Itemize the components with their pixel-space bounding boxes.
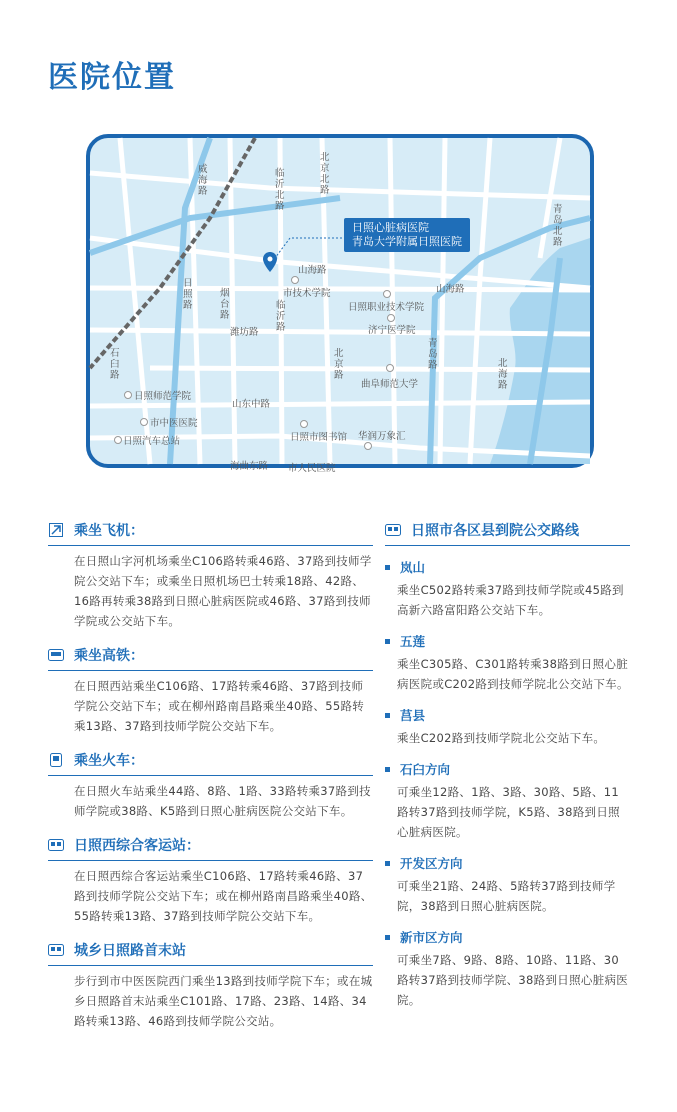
road-label: 海曲东路 — [230, 461, 269, 472]
district-name: 岚山 — [400, 560, 426, 575]
section-airplane — [48, 520, 373, 631]
poi-label: 日照师范学院 — [134, 391, 192, 402]
section-text: 在日照西综合客运站乘坐C106路、17路转乘46路、37路到技师学院公交站下车；或在柳州路南昌路乘坐40路、55路转乘13路、37路到技师学院公交站下车。 — [74, 869, 373, 923]
district-name: 莒县 — [400, 708, 426, 723]
location-pin-icon[interactable] — [263, 252, 277, 272]
section-title: 城乡日照路首末站 — [74, 943, 186, 959]
poi-label: 济宁医学院 — [368, 325, 416, 336]
district-item — [385, 854, 630, 916]
road-label: 市人民医院 — [288, 463, 336, 474]
district-name: 五莲 — [400, 634, 426, 649]
section-title: 日照西综合客运站： — [74, 838, 200, 854]
district-name: 石臼方向 — [400, 762, 451, 777]
section-train — [48, 750, 373, 821]
poi-dot — [383, 290, 391, 298]
district-item — [385, 760, 630, 842]
section-title: 乘坐高铁： — [74, 648, 144, 664]
section-west-station — [48, 835, 373, 926]
poi-dot — [300, 420, 308, 428]
section-rizhao-road — [48, 940, 373, 1031]
section-title: 乘坐飞机： — [74, 523, 144, 539]
transport-column-left — [48, 520, 373, 1045]
section-text: 在日照西站乘坐C106路、17路转乘46路、37路到技师学院公交站下车；或在柳州路南昌路乘坐40路、55路转乘13路、37路到技师学院公交站下车。 — [74, 679, 365, 733]
road-label: 石臼路 — [110, 348, 120, 381]
section-title: 乘坐火车： — [74, 753, 144, 769]
district-item — [385, 706, 630, 748]
district-item — [385, 632, 630, 694]
poi-dot — [364, 442, 372, 450]
road-label: 北京北路 — [320, 152, 330, 196]
poi-label: 日照汽车总站 — [123, 436, 181, 447]
callout-line-1: 日照心脏病医院 — [352, 221, 429, 234]
road-label: 青岛北路 — [553, 204, 563, 248]
bus-icon — [48, 943, 64, 957]
sea-area — [490, 238, 590, 464]
highspeed-train-icon — [48, 648, 64, 662]
road-label: 山海路 — [436, 284, 465, 295]
transport-column-right — [385, 520, 630, 1010]
district-routes-header — [385, 520, 630, 546]
poi-dot — [386, 364, 394, 372]
district-name: 开发区方向 — [400, 856, 463, 871]
road-label: 青岛路 — [428, 338, 438, 371]
poi-dot — [140, 418, 148, 426]
road-label: 临沂路 — [276, 300, 286, 333]
poi-label: 市中医医院 — [150, 418, 198, 429]
location-map[interactable] — [86, 134, 594, 474]
district-text: 乘坐C502路转乘37路到技师学院或45路到高新六路富阳路公交站下车。 — [397, 583, 624, 617]
district-text: 可乘坐7路、9路、8路、10路、11路、30路转37路到技师学院、38路到日照心脏病医院。 — [397, 953, 629, 1007]
district-item — [385, 928, 630, 1010]
poi-label: 市技术学院 — [283, 288, 331, 299]
bus-icon — [385, 523, 401, 537]
road-label: 临沂北路 — [275, 168, 285, 212]
poi-label: 华润万象汇 — [358, 431, 406, 442]
section-text: 在日照火车站乘坐44路、8路、1路、33路转乘37路到技师学院或38路、K5路到日照心脏病医院公交站下车。 — [74, 784, 371, 818]
poi-dot — [387, 314, 395, 322]
district-text: 可乘坐12路、1路、3路、30路、5路、11路转37路到技师学院，K5路、38路到日照心脏病医院。 — [397, 785, 620, 839]
poi-dot — [124, 391, 132, 399]
poi-label: 日照市图书馆 — [290, 432, 348, 443]
road-label: 烟台路 — [220, 288, 230, 321]
poi-label: 曲阜师范大学 — [361, 379, 419, 390]
road-label: 山东中路 — [232, 399, 271, 410]
page-title: 医院位置 — [48, 60, 176, 95]
section-highspeed — [48, 645, 373, 736]
district-text: 乘坐C202路到技师学院北公交站下车。 — [397, 731, 606, 745]
section-text: 在日照山字河机场乘坐C106路转乘46路、37路到技师学院公交站下车；或乘坐日照机场巴士转乘18路、42路、16路再转乘38路到日照心脏病医院或46路、37路到技师学院或公交站下车。 — [74, 554, 372, 628]
road-label: 北海路 — [498, 358, 508, 391]
section-title: 日照市各区县到院公交路线 — [411, 523, 579, 539]
callout-line-2: 青岛大学附属日照医院 — [352, 235, 462, 248]
district-text: 乘坐C305路、C301路转乘38路到日照心脏病医院或C202路到技师学院北公交站下车。 — [397, 657, 629, 691]
hospital-callout — [344, 218, 470, 252]
district-item — [385, 558, 630, 620]
district-name: 新市区方向 — [400, 930, 463, 945]
bus-icon — [48, 838, 64, 852]
poi-dot — [114, 436, 122, 444]
plane-icon — [48, 523, 64, 537]
train-icon — [48, 753, 64, 767]
road-label: 潍坊路 — [230, 327, 259, 338]
section-text: 步行到市中医医院西门乘坐13路到技师学院下车；或在城乡日照路首末站乘坐C101路、17路、23路、14路、34路转乘13路、46路到技师学院公交站。 — [74, 974, 373, 1028]
poi-label: 日照职业技术学院 — [348, 302, 425, 313]
road-label: 山海路 — [298, 265, 327, 276]
road-label: 日照路 — [183, 278, 193, 311]
poi-dot — [291, 276, 299, 284]
district-text: 可乘坐21路、24路、5路转37路到技师学院，38路到日照心脏病医院。 — [397, 879, 616, 913]
road-label: 威海路 — [198, 164, 208, 197]
road-label: 北京路 — [334, 348, 344, 381]
